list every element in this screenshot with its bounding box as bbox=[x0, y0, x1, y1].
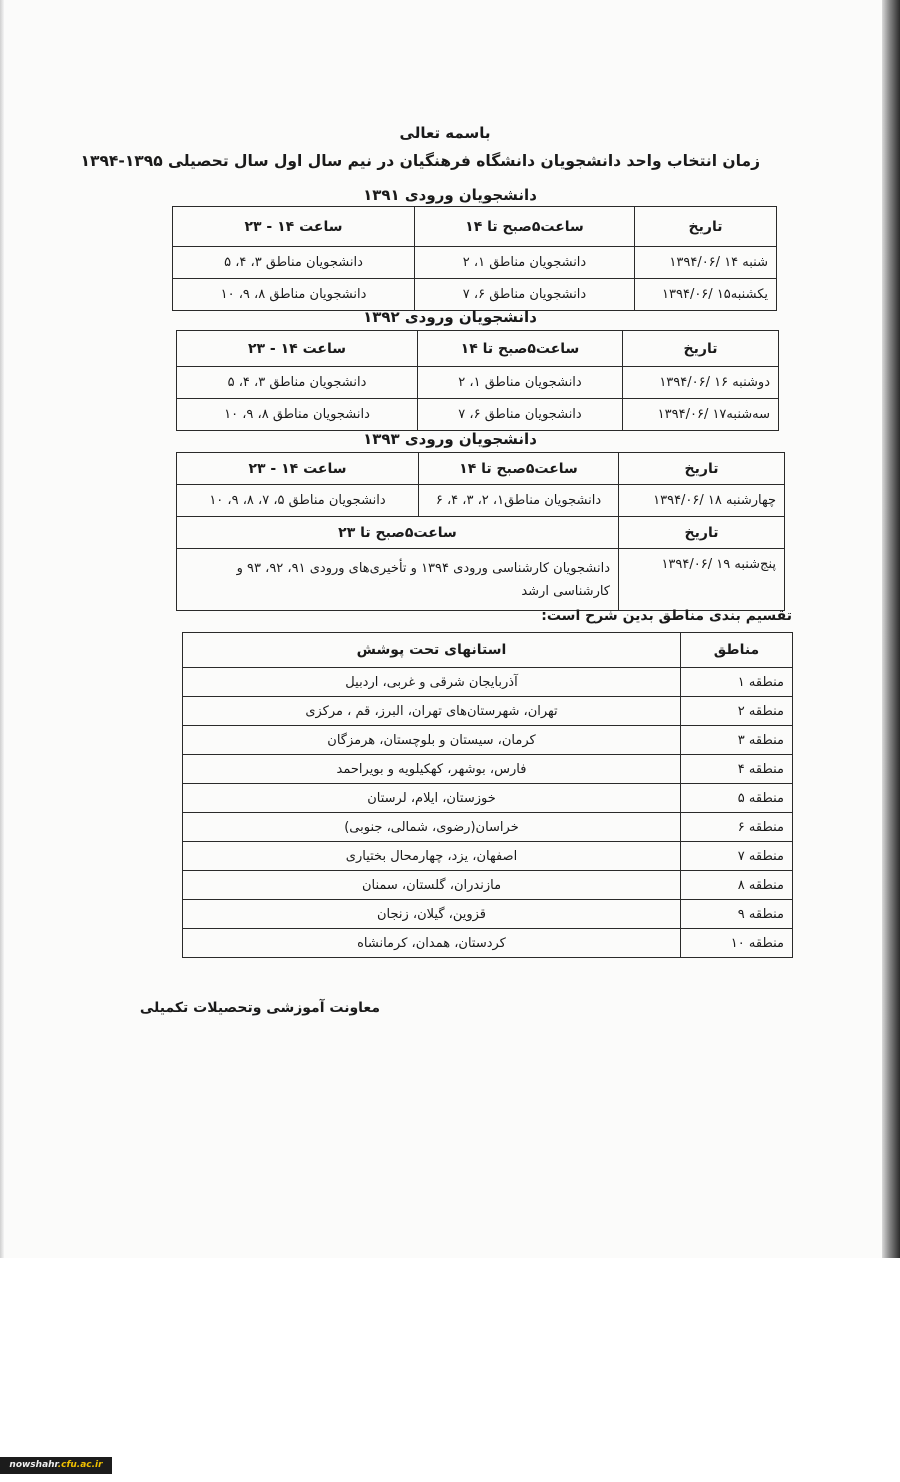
date-cell: یکشنبه۱۵ /۱۳۹۴/۰۶ bbox=[635, 279, 777, 311]
blank-area bbox=[0, 1258, 900, 1482]
regions-label: تقسیم بندی مناطق بدین شرح است: bbox=[541, 608, 792, 624]
region-cell: منطقه ۳ bbox=[681, 726, 793, 755]
morning-cell: دانشجویان مناطق۱، ۲، ۳، ۴، ۶ bbox=[419, 485, 619, 517]
header-morning: ساعت۵صبح تا ۱۴ bbox=[415, 207, 635, 247]
provinces-cell: تهران، شهرستان‌های تهران، البرز، قم ، مرکزی bbox=[183, 697, 681, 726]
provinces-cell: کرمان، سیستان و بلوچستان، هرمزگان bbox=[183, 726, 681, 755]
header-date: تاریخ bbox=[619, 517, 785, 549]
region-cell: منطقه ۷ bbox=[681, 842, 793, 871]
table-row bbox=[183, 668, 793, 697]
scan-right-edge bbox=[882, 0, 900, 1258]
region-cell: منطقه ۱ bbox=[681, 668, 793, 697]
table-header-row bbox=[177, 331, 779, 367]
cohort-1391-table bbox=[172, 206, 777, 311]
region-cell: منطقه ۸ bbox=[681, 871, 793, 900]
table-row bbox=[183, 929, 793, 958]
region-cell: منطقه ۲ bbox=[681, 697, 793, 726]
table-row bbox=[173, 279, 777, 311]
provinces-cell: کردستان، همدان، کرمانشاه bbox=[183, 929, 681, 958]
region-cell: منطقه ۱۰ bbox=[681, 929, 793, 958]
header-morning: ساعت۵صبح تا ۱۴ bbox=[418, 331, 623, 367]
provinces-cell: آذربایجان شرقی و غربی، اردبیل bbox=[183, 668, 681, 697]
afternoon-cell: دانشجویان مناطق ۳، ۴، ۵ bbox=[173, 247, 415, 279]
region-cell: منطقه ۹ bbox=[681, 900, 793, 929]
cohort-1393-table bbox=[176, 452, 785, 611]
date-cell: پنج‌شنبه ۱۹ /۱۳۹۴/۰۶ bbox=[619, 549, 785, 611]
morning-cell: دانشجویان مناطق ۶، ۷ bbox=[415, 279, 635, 311]
watermark-domain: .cfu.ac.ir bbox=[57, 1460, 103, 1470]
provinces-cell: قزوین، گیلان، زنجان bbox=[183, 900, 681, 929]
table-row bbox=[183, 813, 793, 842]
region-cell: منطقه ۵ bbox=[681, 784, 793, 813]
table-row bbox=[183, 784, 793, 813]
morning-cell: دانشجویان مناطق ۱، ۲ bbox=[418, 367, 623, 399]
table-header-row bbox=[183, 633, 793, 668]
cohort-1392-table bbox=[176, 330, 779, 431]
afternoon-cell: دانشجویان مناطق ۵، ۷، ۸، ۹، ۱۰ bbox=[177, 485, 419, 517]
basmala-heading: باسمه تعالی bbox=[399, 124, 491, 142]
provinces-cell: اصفهان، یزد، چهارمحال بختیاری bbox=[183, 842, 681, 871]
table-row bbox=[177, 367, 779, 399]
table-row bbox=[183, 900, 793, 929]
afternoon-cell: دانشجویان مناطق ۸، ۹، ۱۰ bbox=[177, 399, 418, 431]
header-afternoon: ساعت ۱۴ - ۲۳ bbox=[173, 207, 415, 247]
provinces-cell: فارس، بوشهر، کهکیلویه و بویراحمد bbox=[183, 755, 681, 784]
table-row bbox=[177, 485, 785, 517]
morning-cell: دانشجویان مناطق ۱، ۲ bbox=[415, 247, 635, 279]
provinces-cell: خراسان(رضوی، شمالی، جنوبی) bbox=[183, 813, 681, 842]
region-cell: منطقه ۴ bbox=[681, 755, 793, 784]
header-region: مناطق bbox=[681, 633, 793, 668]
signature-text: معاونت آموزشی وتحصیلات تکمیلی bbox=[139, 1000, 380, 1016]
full-day-cell: دانشجویان کارشناسی ورودی ۱۳۹۴ و تأخیری‌های ورودی ۹۱، ۹۲، ۹۳ و کارشناسی ارشد bbox=[177, 549, 619, 611]
table-row bbox=[173, 247, 777, 279]
date-cell: سه‌شنبه۱۷ /۱۳۹۴/۰۶ bbox=[623, 399, 779, 431]
regions-table bbox=[182, 632, 793, 958]
table-row bbox=[183, 726, 793, 755]
header-morning: ساعت۵صبح تا ۱۴ bbox=[419, 453, 619, 485]
morning-cell: دانشجویان مناطق ۶، ۷ bbox=[418, 399, 623, 431]
scan-left-edge bbox=[0, 0, 4, 1258]
header-provinces: استانهای تحت پوشش bbox=[183, 633, 681, 668]
watermark-prefix: nowshahr bbox=[9, 1460, 58, 1470]
table-row bbox=[177, 549, 785, 611]
header-date: تاریخ bbox=[623, 331, 779, 367]
table-row bbox=[183, 755, 793, 784]
table-row bbox=[177, 399, 779, 431]
header-afternoon: ساعت ۱۴ - ۲۳ bbox=[177, 331, 418, 367]
table-row bbox=[183, 871, 793, 900]
header-date: تاریخ bbox=[619, 453, 785, 485]
provinces-cell: مازندران، گلستان، سمنان bbox=[183, 871, 681, 900]
header-date: تاریخ bbox=[635, 207, 777, 247]
date-cell: چهارشنبه ۱۸ /۱۳۹۴/۰۶ bbox=[619, 485, 785, 517]
document-title: زمان انتخاب واحد دانشجویان دانشگاه فرهنگیان در نیم سال اول سال تحصیلی ۱۳۹۵-۱۳۹۴ bbox=[80, 152, 760, 170]
table-row bbox=[183, 697, 793, 726]
date-cell: شنبه ۱۴ /۱۳۹۴/۰۶ bbox=[635, 247, 777, 279]
cohort-1393-heading: دانشجویان ورودی ۱۳۹۳ bbox=[363, 430, 537, 448]
afternoon-cell: دانشجویان مناطق ۸، ۹، ۱۰ bbox=[173, 279, 415, 311]
region-cell: منطقه ۶ bbox=[681, 813, 793, 842]
afternoon-cell: دانشجویان مناطق ۳، ۴، ۵ bbox=[177, 367, 418, 399]
table-header-row bbox=[177, 453, 785, 485]
header-afternoon: ساعت ۱۴ - ۲۳ bbox=[177, 453, 419, 485]
provinces-cell: خوزستان، ایلام، لرستان bbox=[183, 784, 681, 813]
header-full-day: ساعت۵صبح تا ۲۳ bbox=[177, 517, 619, 549]
date-cell: دوشنبه ۱۶ /۱۳۹۴/۰۶ bbox=[623, 367, 779, 399]
cohort-1391-heading: دانشجویان ورودی ۱۳۹۱ bbox=[363, 186, 537, 204]
site-watermark bbox=[0, 1457, 112, 1474]
table-row bbox=[183, 842, 793, 871]
table-header-row bbox=[173, 207, 777, 247]
cohort-1392-heading: دانشجویان ورودی ۱۳۹۲ bbox=[363, 308, 537, 326]
table-header-row bbox=[177, 517, 785, 549]
